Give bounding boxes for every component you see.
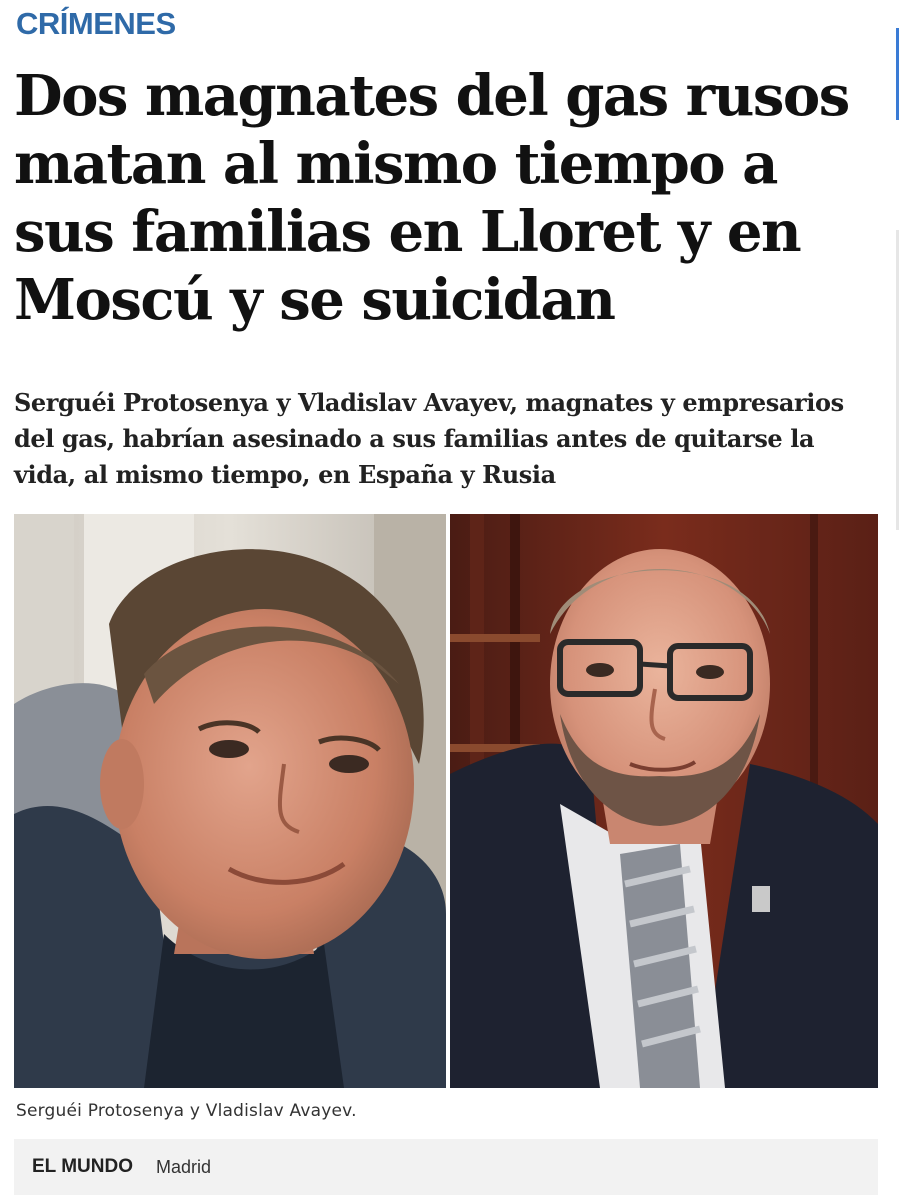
photo-caption: Serguéi Protosenya y Vladislav Avayev. xyxy=(16,1101,357,1121)
article-headline: Dos magnates del gas rusos matan al mismo tiempo a sus familias en Lloret y en Moscú y se suicidan xyxy=(14,63,849,333)
article-subtitle: Serguéi Protosenya y Vladislav Avayev, magnates y empresarios del gas, habrían asesinado a sus familias antes de quitarse la vida, al mismo tiempo, en España y Rusia xyxy=(14,388,844,489)
dateline-location: Madrid xyxy=(156,1157,212,1177)
portrait-photo-right xyxy=(450,514,878,1088)
article-photo xyxy=(14,514,878,1088)
byline-bar xyxy=(14,1139,878,1195)
portrait-photo-left xyxy=(14,514,446,1088)
section-label[interactable]: CRÍMENES xyxy=(16,6,176,41)
source-name[interactable]: EL MUNDO xyxy=(32,1156,133,1177)
